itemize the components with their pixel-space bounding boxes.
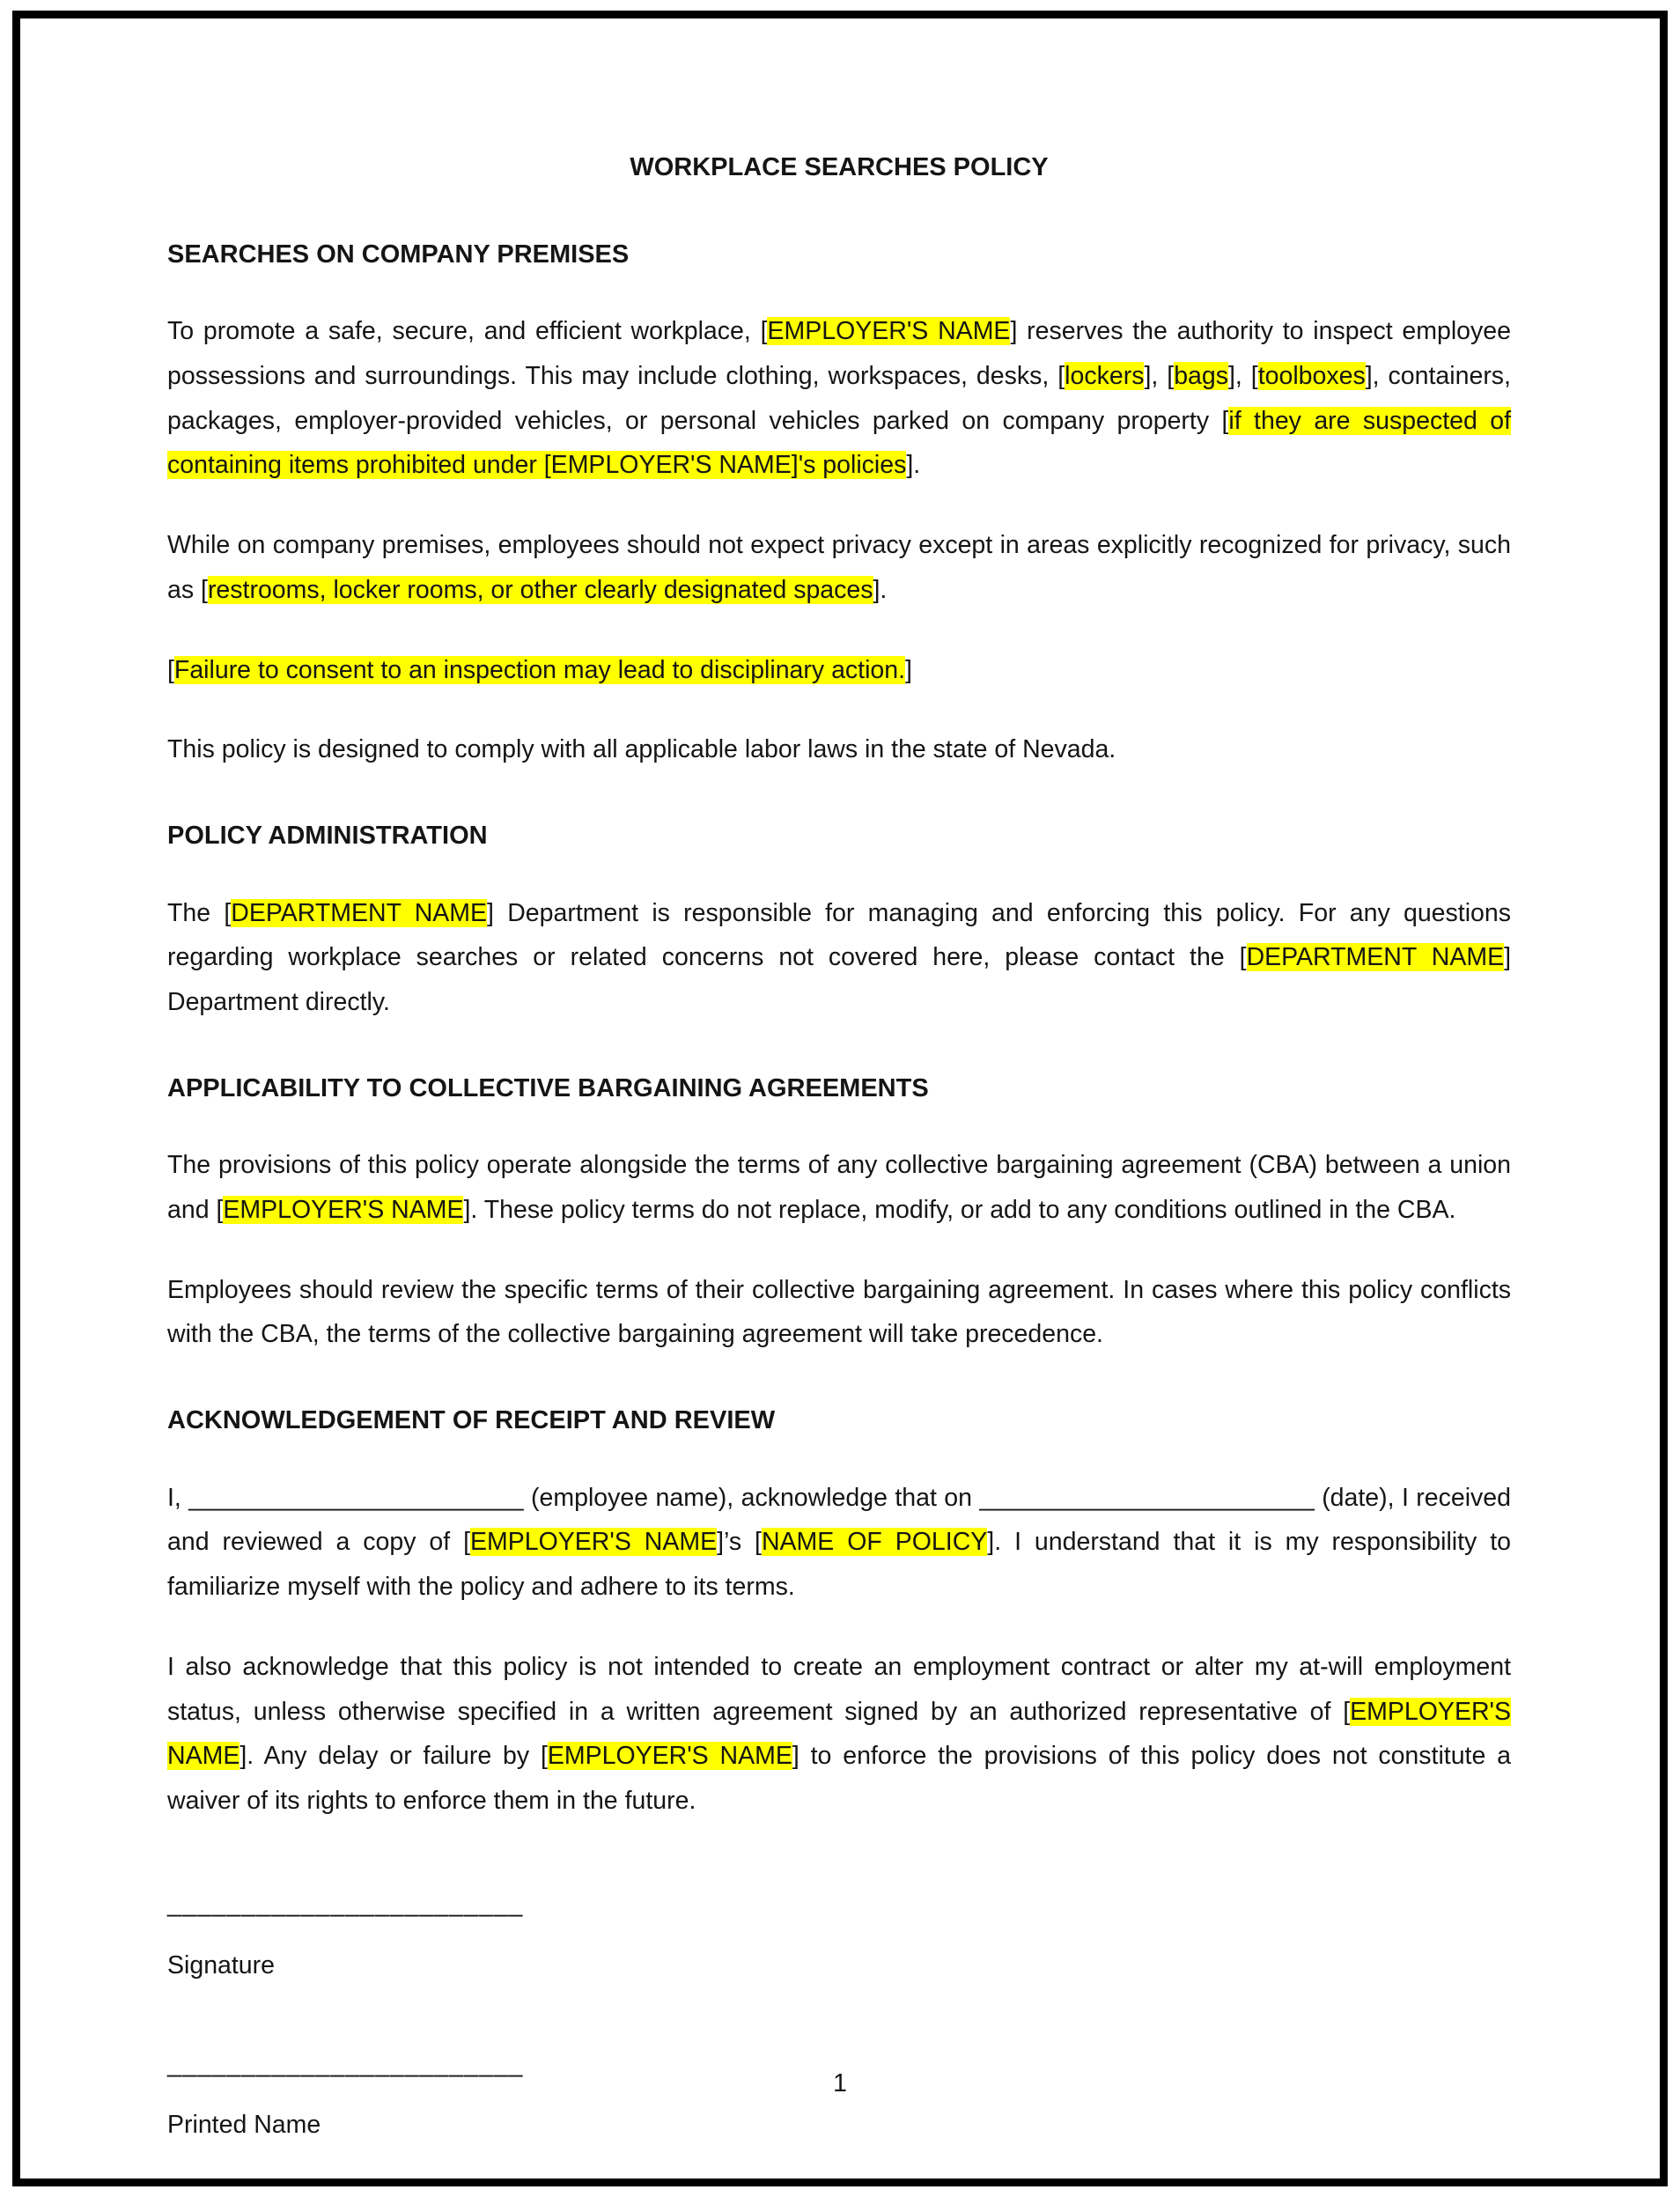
- text-run: ] to enforce the provisions of this policy does not constitute a waiver of its rights to enforce them in the future.: [167, 1742, 1512, 1816]
- text-run: ]: [905, 655, 912, 684]
- text-run: ] reserves the authority to inspect employee possessions and surroundings. This may include clothing, workspaces, desks, [: [167, 317, 1511, 390]
- text-run: ] Department is responsible for managing and enforcing this policy. For any questions regarding workplace searches or related concerns not covered here, please contact the [: [167, 898, 1511, 972]
- section-heading: [167, 237, 1511, 273]
- text-run: POLICY ADMINISTRATION: [167, 821, 488, 850]
- paragraph: [167, 309, 1511, 488]
- paragraph: [167, 1143, 1511, 1232]
- highlighted-placeholder: EMPLOYER'S NAME: [167, 1697, 1511, 1771]
- text-run: Signature: [167, 1950, 276, 1980]
- text-run: ]. I understand that it is my responsibility to familiarize myself with the policy and adhere to its terms.: [167, 1528, 1511, 1602]
- paragraph: [167, 1268, 1511, 1357]
- section-heading: [167, 1403, 1511, 1439]
- text-run: [: [167, 655, 174, 684]
- text-run: ].: [906, 451, 921, 480]
- paragraph: [167, 1476, 1511, 1610]
- text-run: ]’s [: [717, 1528, 762, 1557]
- highlighted-placeholder: NAME OF POLICY: [761, 1528, 988, 1557]
- text-run: ] Department directly.: [167, 943, 1511, 1016]
- highlighted-placeholder: EMPLOYER'S NAME: [767, 317, 1011, 346]
- text-run: This policy is designed to comply with all applicable labor laws in the state of Nevada.: [167, 735, 1116, 764]
- text-run: WORKPLACE SEARCHES POLICY: [630, 153, 1049, 181]
- text-run: Printed Name: [167, 2111, 321, 2140]
- text-run: ]. These policy terms do not replace, modify, or add to any conditions outlined in the CBA.: [463, 1196, 1456, 1224]
- text-run: Employees should review the specific terms of their collective bargaining agreement. In cases where this policy conflicts with the CBA, the terms of the collective bargaining agreement will take precedence.: [167, 1275, 1511, 1349]
- text-run: ________________________: [167, 1889, 524, 1918]
- paragraph: [167, 648, 1511, 693]
- text-run: ________________________: [167, 2049, 524, 2078]
- text-run: ].: [873, 575, 888, 604]
- section-heading: [167, 1071, 1511, 1107]
- page-number: 1: [833, 2069, 847, 2097]
- highlighted-placeholder: DEPARTMENT NAME: [1246, 943, 1505, 972]
- highlighted-placeholder: bags: [1174, 361, 1228, 390]
- text-run: APPLICABILITY TO COLLECTIVE BARGAINING AGREEMENTS: [167, 1073, 929, 1102]
- highlighted-placeholder: DEPARTMENT NAME: [231, 898, 488, 927]
- text-run: ACKNOWLEDGEMENT OF RECEIPT AND REVIEW: [167, 1406, 776, 1435]
- paragraph: [167, 1645, 1511, 1824]
- text-run: To promote a safe, secure, and efficient workplace, [: [167, 317, 768, 346]
- text-run: The [: [167, 898, 232, 927]
- highlighted-placeholder: restrooms, locker rooms, or other clearly designated spaces: [207, 575, 873, 604]
- text-run: ], [: [1228, 361, 1258, 390]
- highlighted-placeholder: EMPLOYER'S NAME: [223, 1196, 464, 1224]
- paragraph: [167, 523, 1511, 612]
- signature-label: [167, 1949, 1511, 1984]
- text-run: ], containers, packages, employer-provided vehicles, or personal vehicles parked on company property [: [167, 361, 1511, 435]
- highlighted-placeholder: EMPLOYER'S NAME: [547, 1742, 792, 1771]
- text-run: I also acknowledge that this policy is not intended to create an employment contract or alter my at-will employment status, unless otherwise specified in a written agreement signed by an authorized representative of [: [167, 1652, 1511, 1726]
- text-run: The provisions of this policy operate alongside the terms of any collective bargaining agreement (CBA) between a union and [: [167, 1151, 1511, 1224]
- section-heading: [167, 818, 1511, 854]
- text-run: SEARCHES ON COMPANY PREMISES: [167, 240, 630, 269]
- highlighted-placeholder: lockers: [1065, 361, 1145, 390]
- highlighted-placeholder: EMPLOYER'S NAME: [470, 1528, 718, 1557]
- document-title: [167, 150, 1511, 186]
- highlighted-placeholder: if they are suspected of containing items prohibited under [EMPLOYER'S NAME]'s policies: [167, 406, 1511, 480]
- highlighted-placeholder: toolboxes: [1257, 361, 1366, 390]
- text-run: While on company premises, employees should not expect privacy except in areas explicitly recognized for privacy, such as [: [167, 531, 1511, 604]
- highlighted-placeholder: Failure to consent to an inspection may lead to disciplinary action.: [173, 655, 906, 684]
- text-run: ]. Any delay or failure by [: [239, 1742, 548, 1771]
- text-run: ], [: [1144, 361, 1175, 390]
- text-run: I, ________________________ (employee name), acknowledge that on ________________________ (date), I received and reviewed a copy of [: [167, 1483, 1511, 1557]
- signature-label: [167, 2108, 1511, 2143]
- signature-line: [167, 1887, 1511, 1922]
- paragraph: [167, 891, 1511, 1025]
- paragraph: [167, 727, 1511, 772]
